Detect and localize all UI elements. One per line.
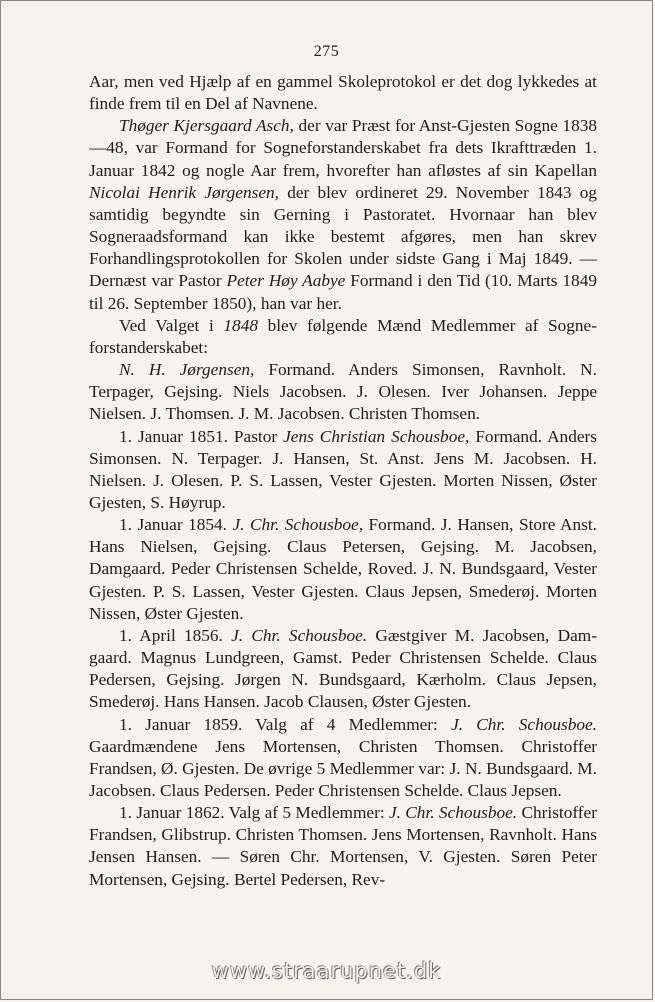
paragraph: [89, 714, 597, 803]
paragraph-text: 1. Januar 1854.: [119, 515, 233, 535]
paragraph: [89, 315, 597, 359]
page-number: 275: [313, 43, 340, 60]
watermark: www.straarupnet.dk: [211, 959, 442, 983]
paragraph-text: der blev ordineret 29. November 1843 og samtidig begyndte sin Gerning i Pastoratet. Hvornaar han blev Sogneraadsformand kan ikke bestemt afgøres, men han skrev Forhandlingsprotokollen for Skolen under sidste Gang i Maj 1849. — Dernæst var Pastor: [89, 182, 597, 291]
paragraph-text: Christoffer Frandsen, Glibstrup. Christen Thomsen. Jens Mortensen, Ravnholt. Hans Jensen Hansen. — Søren Chr. Mortensen, V. Gjesten. Søren Peter Mortensen, Gejsing. Bertel Pedersen, Rev-: [89, 803, 597, 889]
paragraph: [89, 71, 597, 115]
italic-name-text: Thøger Kjersgaard Asch,: [119, 116, 294, 136]
paragraph-text: Formand. Anders Simonsen, Ravnholt. N. Terpager, Gejsing. Niels Jacobsen. J. Olesen. Iver Johansen. Jeppe Nielsen. J. Thomsen. J. M. Jacobsen. Christen Thomsen.: [89, 360, 597, 424]
paragraph-text: Gæstgiver M. Jacobsen, Damgaard. Magnus Lundgreen, Gamst. Peder Christensen Schelde. Claus Pedersen, Gejsing. Jørgen N. Bundsgaard, Kærholm. Claus Jepsen, Smederøj. Hans Hansen. Jacob Clausen, Øster Gjesten.: [89, 625, 597, 712]
paragraph-text: 1. Januar 1859. Valg af 4 Medlemmer:: [119, 714, 452, 734]
body-text: [89, 71, 597, 891]
italic-name-text: Jens Christian Schousboe,: [283, 426, 470, 446]
paragraph-text: 1. Januar 1851. Pastor: [119, 426, 284, 446]
paragraph-text: 1. Januar 1862. Valg af 5 Medlemmer:: [119, 803, 389, 823]
paragraph-text: Aar, men ved Hjælp af en gammel Skoleprotokol er det dog lykkedes at finde frem til en Del af Navnene.: [89, 72, 597, 114]
paragraph-text: Ved Valget i: [119, 315, 224, 335]
paragraph-text: Gaardmændene Jens Mortensen, Christen Thomsen. Christoffer Frandsen, Ø. Gjesten. De øvrige 5 Medlemmer var: J. N. Bundsgaard. M. Jacobsen. Claus Pedersen. Peder Christensen Schelde. Claus Jepsen.: [89, 736, 597, 800]
paragraph: [89, 115, 597, 314]
italic-name-text: J. Chr. Schousboe.: [231, 625, 368, 645]
italic-name-text: J. Chr. Schousboe,: [232, 515, 364, 535]
italic-name-text: 1848: [223, 315, 258, 335]
paragraph-text: Formand. J. Hansen, Store Anst. Hans Nielsen, Gejsing. Claus Petersen, Gejsing. M. Jacobsen, Damgaard. Peder Christensen Schelde, Roved. J. N. Bundsgaard, Vester Gjesten. P. S. Lassen, Vester Gjesten. Claus Jepsen, Smederøj. Morten Nissen, Øster Gjesten.: [89, 515, 597, 623]
paragraph: [89, 625, 597, 714]
paragraph-text: der var Præst for Anst-Gjesten Sogne 1838—48, var Formand for Sogneforstanderskabet fra dets Ikrafttræden 1. Januar 1842 og nogle Aar frem, hvorefter han afløstes af sin Kapellan: [89, 116, 597, 180]
italic-name-text: N. H. Jørgensen,: [119, 360, 255, 380]
paragraph: [89, 359, 597, 425]
italic-name-text: Peter Høy Aabye: [226, 271, 346, 291]
italic-name-text: Nicolai Henrik Jørgensen,: [89, 182, 279, 202]
paragraph-text: blev følgende Mænd Medlemmer af Sogneforstanderskabet:: [89, 315, 597, 357]
paragraph-text: Formand i den Tid (10. Marts 1849 til 26. September 1850), han var her.: [89, 271, 597, 313]
paragraph: [89, 802, 597, 891]
italic-name-text: J. Chr. Schousboe.: [451, 714, 597, 734]
italic-name-text: J. Chr. Schousboe.: [388, 803, 518, 823]
paragraph: [89, 514, 597, 625]
paragraph-text: 1. April 1856.: [119, 625, 232, 645]
paragraph: [89, 426, 597, 515]
paragraph-text: Formand. Anders Simonsen. N. Terpager. J. Hansen, St. Anst. Jens M. Jacobsen. H. Nielsen. J. Olesen. P. S. Lassen, Vester Gjesten. Morten Nissen, Øster Gjesten, S. Høyrup.: [89, 426, 597, 512]
